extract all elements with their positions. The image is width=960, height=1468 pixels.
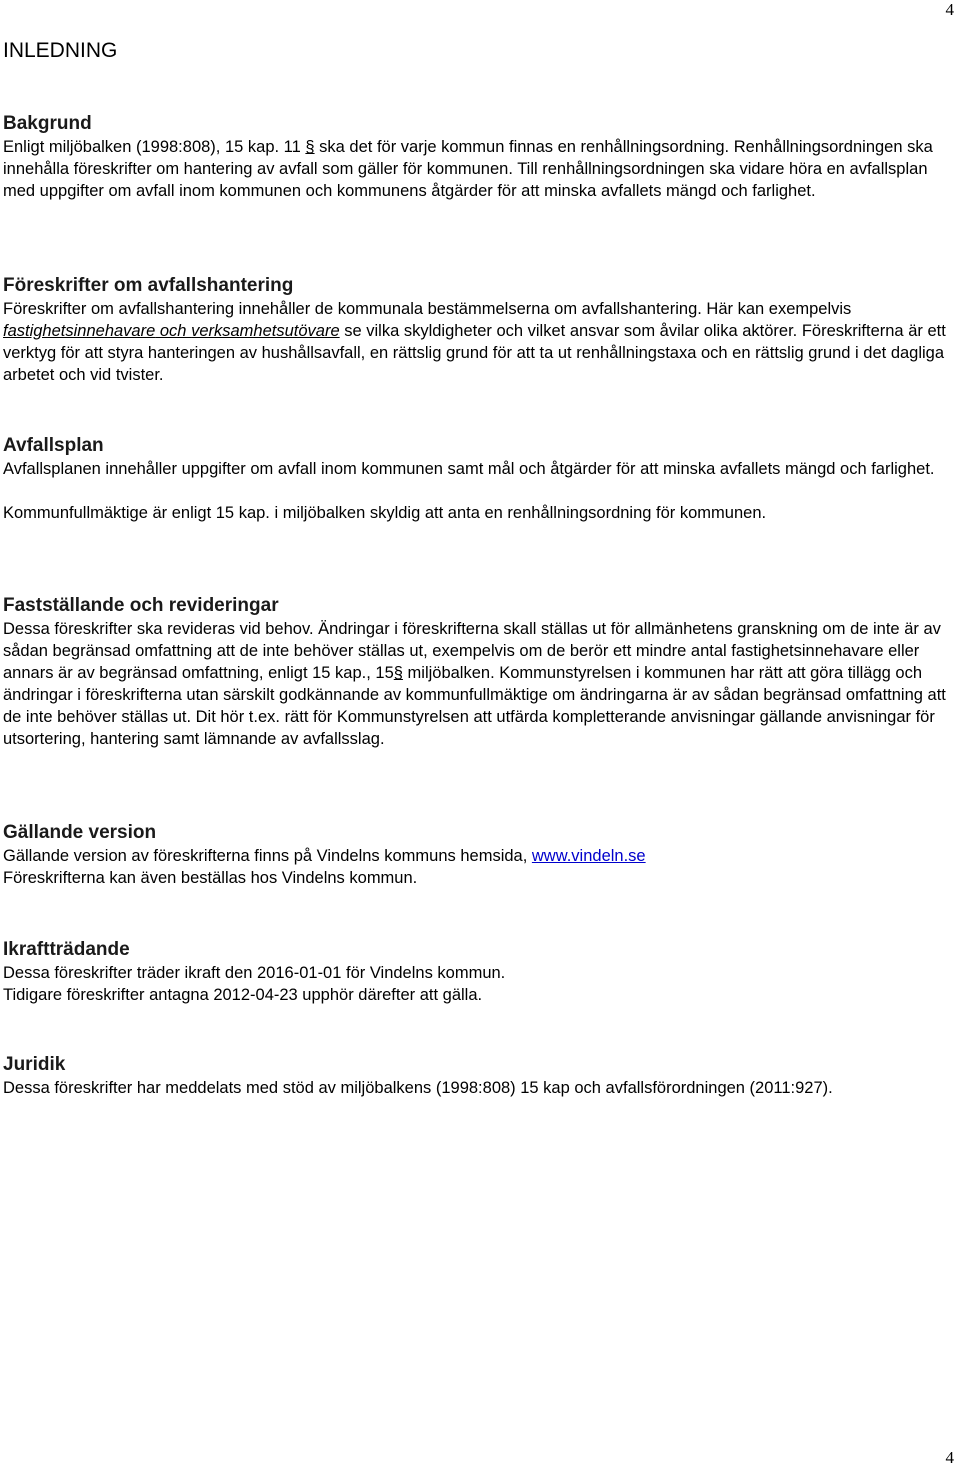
section-heading-foreskrifter: Föreskrifter om avfallshantering <box>3 275 294 296</box>
paragraph-avfallsplan-2: Kommunfullmäktige är enligt 15 kap. i miljöbalken skyldig att anta en renhållningsordning för kommunen. <box>3 504 767 522</box>
section-avfallsplan <box>3 434 958 524</box>
paragraph-symbol: § <box>393 664 403 682</box>
paragraph-symbol: § <box>305 138 315 156</box>
section-ikrafttradande <box>3 938 958 1006</box>
text-span: se vilka skyldigheter och vilket ansvar som åvilar olika aktörer. Föreskrifterna är ett verktyg för att styra hanteringen av hushållsavfall, en rättslig grund för att ta ut renhållningstaxa och en rättslig grund i det dagliga arbetet och vid tvister. <box>3 322 946 384</box>
term-fastighetsinnehavare: fastighetsinnehavare <box>3 322 156 340</box>
paragraph-faststallande <box>3 618 958 750</box>
paragraph-juridik: Dessa föreskrifter har meddelats med stöd av miljöbalkens (1998:808) 15 kap och avfallsförordningen (2011:927). <box>3 1079 833 1097</box>
section-heading-faststallande: Fastställande och revideringar <box>3 595 279 616</box>
paragraph-avfallsplan-1: Avfallsplanen innehåller uppgifter om avfall inom kommunen samt mål och åtgärder för att minska avfallets mängd och farlighet. <box>3 460 935 478</box>
page-number-bottom: 4 <box>945 1448 954 1467</box>
paragraph-ikrafttradande-1: Dessa föreskrifter träder ikraft den 2016-01-01 för Vindelns kommun. <box>3 964 506 982</box>
page-title: INLEDNING <box>3 39 118 62</box>
text-span: Gällande version av föreskrifterna finns på Vindelns kommuns hemsida, <box>3 847 532 865</box>
section-heading-bakgrund: Bakgrund <box>3 113 92 134</box>
text-span: Föreskrifter om avfallshantering innehåller de kommunala bestämmelserna om avfallshantering. Här kan exempelvis <box>3 300 852 318</box>
paragraph-gallande-1 <box>3 845 958 867</box>
section-bakgrund <box>3 112 958 202</box>
paragraph-ikrafttradande-2: Tidigare föreskrifter antagna 2012-04-23 upphör därefter att gälla. <box>3 986 483 1004</box>
section-foreskrifter <box>3 274 958 386</box>
section-heading-gallande: Gällande version <box>3 822 157 843</box>
page-number-top: 4 <box>945 0 954 19</box>
section-faststallande <box>3 594 958 750</box>
paragraph-bakgrund <box>3 136 958 202</box>
text-span: Enligt miljöbalken (1998:808), 15 kap. 11 <box>3 138 306 156</box>
term-connector: och <box>155 322 192 340</box>
text-span: Dessa föreskrifter ska revideras vid behov. Ändringar i föreskrifterna skall ställas ut för allmänhetens granskning om de inte är av sådan begränsad omfattning att de inte behöver ställas ut, exempelvis om de berör ett mindre antal fastighetsinnehavare eller annars är av begränsad omfattning, enligt 15 kap., 15 <box>3 620 941 682</box>
paragraph-gallande-2: Föreskrifterna kan även beställas hos Vindelns kommun. <box>3 869 418 887</box>
section-heading-avfallsplan: Avfallsplan <box>3 435 104 456</box>
section-gallande <box>3 821 958 889</box>
text-span: miljöbalken. Kommunstyrelsen i kommunen har rätt att göra tillägg och ändringar i föreskrifterna utan särskilt godkännande av kommunfullmäktige om ändringarna är av sådan begränsad omfattning att de inte behöver ställas ut. Dit hör t.ex. rätt för Kommunstyrelsen att utfärda kompletterande anvisningar gällande anvisningar för utsortering, hantering samt lämnande av avfallsslag. <box>3 664 946 748</box>
section-heading-ikrafttradande: Ikraftträdande <box>3 939 130 960</box>
text-span: ska det för varje kommun finnas en renhållningsordning. Renhållningsordningen ska innehålla föreskrifter om hantering av avfall som gäller för kommunen. Till renhållningsordningen ska vidare höra en avfallsplan med uppgifter om avfall inom kommunen och kommunens åtgärder för att minska avfallets mängd och farlighet. <box>3 138 933 200</box>
term-verksamhetsutovare: verksamhetsutövare <box>191 322 340 340</box>
paragraph-foreskrifter <box>3 298 958 386</box>
website-link[interactable]: www.vindeln.se <box>531 847 646 865</box>
section-juridik <box>3 1053 958 1099</box>
section-heading-juridik: Juridik <box>3 1054 66 1075</box>
